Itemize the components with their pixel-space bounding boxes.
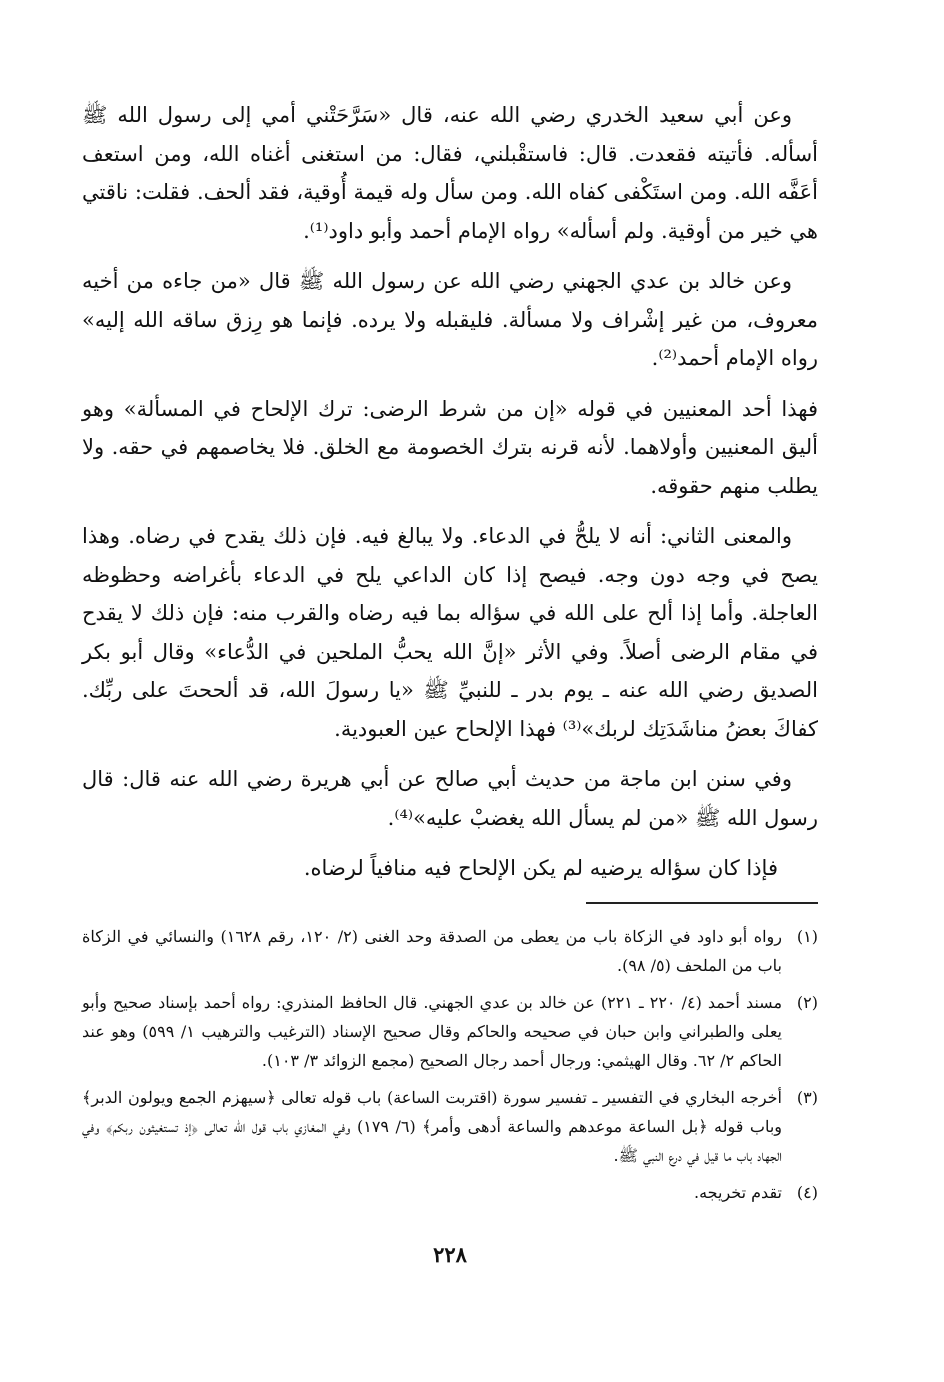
paragraph-2: وعن خالد بن عدي الجهني رضي الله عن رسول الله ﷺ قال «من جاءه من أخيه معروف، من غير إشْراف ولا مسألة. فليقبله ولا يرده. فإنما هو رِزق ساقه الله إليه» رواه الإمام أحمد⁽²⁾.	[82, 269, 818, 370]
paragraph-4: والمعنى الثاني: أنه لا يلحُّ في الدعاء. ولا يبالغ فيه. فإن ذلك يقدح في رضاه. وهذا يصح في وجه دون وجه. فيصح إذا كان الداعي يلح في الدعاء بأغراضه وحظوظه العاجلة. وأما إذا ألح على الله في سؤاله بما فيه رضاه والقرب منه: فإن ذلك لا يقدح في مقام الرضى أصلاً. وفي الأثر «إنَّ الله يحبُّ الملحين في الدُّعاء» وقال أبو بكر الصديق رضي الله عنه ـ يوم بدر ـ للنبيِّ ﷺ «يا رسولَ الله، قد ألححتَ على ربِّك. كفاكَ بعضُ مناشَدَتِك لربك»⁽³⁾ فهذا الإلحاح عين العبودية.	[82, 524, 818, 741]
footnote-text: مسند أحمد (٤/ ٢٢٠ ـ ٢٢١) عن خالد بن عدي الجهني. قال الحافظ المنذري: رواه أحمد بإسناد صحيح وأبو يعلى والطبراني وابن حبان في صحيحه والحاكم وقال صحيح الإسناد (الترغيب والترهيب ١/ ٥٩٩) وهو عند الحاكم ٢/ ٦٢. وقال الهيثمي: ورجال أحمد رجال الصحيح (مجمع الزوائد ٣/ ١٠٣).	[82, 993, 783, 1070]
footnote-number: (٣)	[796, 1088, 818, 1107]
footnote-text: تقدم تخريجه.	[694, 1183, 782, 1202]
footnote-divider	[586, 902, 818, 904]
main-text	[82, 96, 818, 888]
footnote-number: (٢)	[796, 993, 818, 1012]
footnote-2	[82, 988, 818, 1075]
paragraph-3: فهذا أحد المعنيين في قوله «إن من شرط الرضى: ترك الإلحاح في المسألة» وهو أليق المعنيين وأولاهما. لأنه قرنه بترك الخصومة مع الخلق. فلا يخاصمهم في حقه. ولا يطلب منهم حقوقه.	[82, 396, 818, 498]
footnote-number: (١)	[796, 927, 818, 946]
paragraph-5: وفي سنن ابن ماجة من حديث أبي صالح عن أبي هريرة رضي الله عنه قال: قال رسول الله ﷺ «من لم يسأل الله يغضبْ عليه»⁽⁴⁾.	[82, 767, 818, 830]
footnote-number: (٤)	[796, 1183, 818, 1202]
footnote-3	[82, 1083, 818, 1170]
page-number: ٢٢٨	[433, 1242, 467, 1267]
footnote-4	[82, 1178, 818, 1207]
book-page	[82, 96, 818, 1296]
paragraph-1: وعن أبي سعيد الخدري رضي الله عنه، قال «سَرَّحَتْني أمي إلى رسول الله ﷺ أسأله. فأتيته فقعدت. قال: فاستقْبلني، فقال: من استغنى أغناه الله، ومن استعف أعَفَّه الله. ومن استَكْفى كفاه الله. ومن سأل وله قيمة أُوقية، فقد ألحف. فقلت: ناقتي هي خير من أوقية. ولم أسأله» رواه الإمام أحمد وأبو داود⁽¹⁾.	[82, 103, 818, 243]
footnote-1	[82, 922, 818, 980]
footnote-text: أخرجه البخاري في التفسير ـ تفسير سورة (اقتربت الساعة) باب قوله تعالى ﴿سيهزم الجمع ويولون الدبر﴾ وباب قوله ﴿بل الساعة موعدهم والساعة أدهى وأمر﴾ (٦/ ١٧٩) وفي المغازي باب قول الله تعالى ﴿إذ تستغيثون ربكم﴾ وفي الجهاد باب ما قيل في درع النبي ﷺ.	[82, 1088, 782, 1165]
footnotes	[82, 922, 818, 1215]
paragraph-6: فإذا كان سؤاله يرضيه لم يكن الإلحاح فيه منافياً لرضاه.	[303, 856, 778, 880]
footnote-text: رواه أبو داود في الزكاة باب من يعطى من الصدقة وحد الغنى (٢/ ١٢٠، رقم ١٦٢٨) والنسائي في الزكاة باب من الملحف (٥/ ٩٨).	[82, 927, 783, 975]
